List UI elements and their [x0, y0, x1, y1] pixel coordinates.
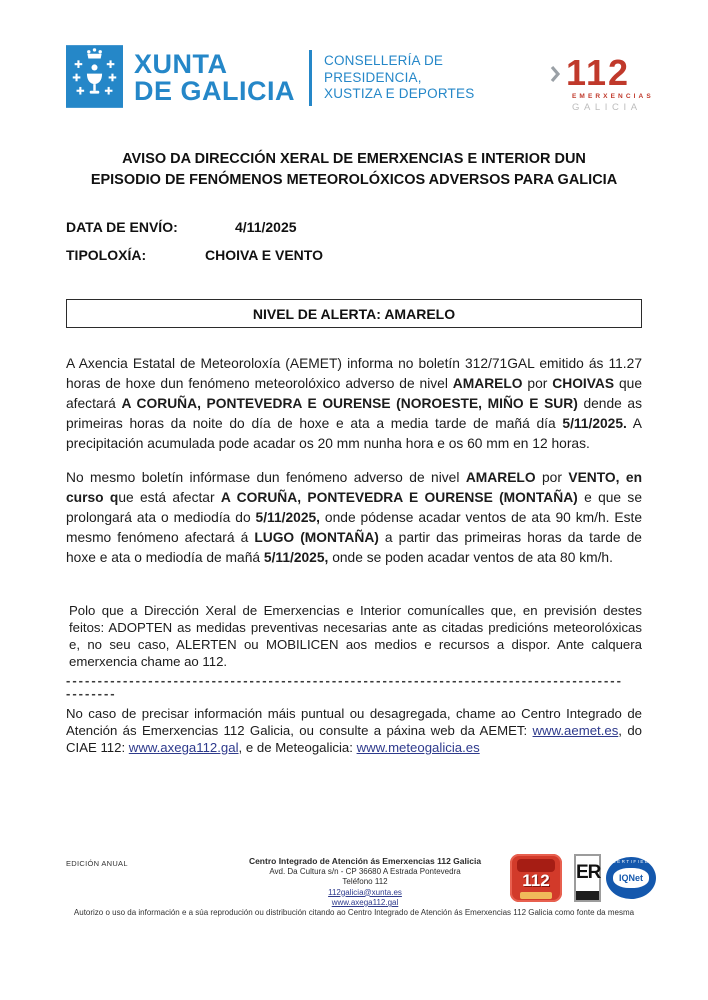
document-footer: [0, 852, 708, 972]
emergencias-112-logo: [550, 52, 654, 113]
conselleria-text: CONSELLERÍA DE PRESIDENCIA, XUSTIZA E DEPORTES: [324, 53, 475, 101]
badge-112-band: [520, 892, 552, 899]
document-header: [0, 0, 708, 112]
meta-row-tipoloxia: [66, 247, 708, 275]
footer-address: Avd. Da Cultura s/n - CP 36680 A Estrada Pontevedra: [269, 866, 461, 876]
er-band: [576, 891, 599, 900]
logo-112-number: 112: [566, 52, 631, 93]
paragraph-aemet-choivas: A Axencia Estatal de Meteoroloxía (AEMET) informa no boletín 312/71GAL emitido ás 11.27 horas de hoxe dun fenómeno meteorolóxico adverso de nivel AMARELO por CHOIVAS que afectará A CORUÑA, PONTEVEDRA E OURENSE (NOROESTE, MIÑO E SUR) dende as primeiras horas da noite do día de hoxe e ata a media tarde de mañá día 5/11/2025. A precipitación acumulada pode acadar os 20 mm nunha hora e os 60 mm en 12 horas.: [66, 356, 643, 451]
logo-112-galicia: GALICIA: [572, 102, 642, 113]
meta-block: [66, 219, 708, 275]
hyperlink[interactable]: www.aemet.es: [532, 723, 619, 738]
iqnet-certified-icon: CERTIFIED IQNet: [606, 857, 656, 899]
paragraph-contacto: No caso de precisar información máis puntual ou desagregada, chame ao Centro Integrado de Atención ás Emerxencias 112 Galicia, ou consulte a páxina web da AEMET: www.aemet.es, do CIAE 112: www.axega112.gal, e de Meteogalicia: www.meteogalicia.es: [66, 706, 642, 755]
data-envio-value: 4/11/2025: [235, 219, 297, 235]
footer-contact-block: [225, 856, 505, 909]
footer-email-link[interactable]: 112galicia@xunta.es: [328, 887, 402, 897]
footer-phone: Teléfono 112: [342, 877, 388, 886]
footer-disclaimer: Autorizo o uso da información e a súa reprodución ou distribución citando ao Centro Integrado de Atención ás Emerxencias 112 Galicia como fonte da mesma: [73, 908, 635, 917]
data-envio-label: DATA DE ENVÍO:: [66, 219, 178, 235]
meta-row-data-envio: [66, 219, 708, 247]
hyperlink[interactable]: www.axega112.gal: [128, 740, 239, 755]
xunta-wordmark: XUNTA DE GALICIA: [134, 49, 296, 106]
tipoloxia-label: TIPOLOXÍA:: [66, 247, 147, 263]
footer-web-link[interactable]: www.axega112.gal: [331, 898, 399, 907]
er-certificate-icon: ER: [574, 854, 601, 902]
page-title: AVISO DA DIRECCIÓN XERAL DE EMERXENCIAS E INTERIOR DUN EPISODIO DE FENÓMENOS METEOROLÓXICOS ADVERSOS PARA GALICIA: [90, 151, 618, 188]
paragraph-recomendacions: Polo que a Dirección Xeral de Emerxencias e Interior comunícalles que, en previsión destes feitos: ADOPTEN as medidas preventivas necesarias ante as citadas predicións meteorolóxicas e, no seu caso, ALERTEN ou MOBILICEN aos medios e recursos a dispor. Ante calquera emerxencia chame ao 112.: [69, 603, 642, 669]
hyperlink[interactable]: www.meteogalicia.es: [356, 740, 480, 755]
footer-certification-logos: [510, 852, 660, 904]
header-divider: [309, 50, 312, 106]
edition-label: EDICIÓN ANUAL: [66, 859, 128, 868]
dashed-separator: ---------------------------------------------------------------------------------------- --------: [66, 674, 623, 700]
xunta-crest-icon: [66, 45, 123, 108]
alert-level-box: [66, 299, 642, 328]
footer-center-title: Centro Integrado de Atención ás Emerxencias 112 Galicia: [248, 856, 482, 866]
paragraph-vento: No mesmo boletín infórmase dun fenómeno adverso de nivel AMARELO por VENTO, en curso que está afectar A CORUÑA, PONTEVEDRA E OURENSE (MONTAÑA) e que se prolongará ata o mediodía do 5/11/2025, onde pódense acadar ventos de ata 90 km/h. Este mesmo fenómeno afectará á LUGO (MONTAÑA) a partir das primeiras horas da tarde de hoxe e ata o mediodía de mañá 5/11/2025, onde se poden acadar ventos de ata 80 km/h.: [66, 470, 643, 565]
tipoloxia-value: CHOIVA E VENTO: [205, 247, 323, 263]
chevron-right-icon: [550, 65, 560, 83]
alert-level-text: NIVEL DE ALERTA: AMARELO: [252, 305, 456, 322]
badge-112-quality-icon: 112: [510, 854, 562, 902]
logo-112-emerxencias: EMERXENCIAS: [572, 93, 654, 100]
